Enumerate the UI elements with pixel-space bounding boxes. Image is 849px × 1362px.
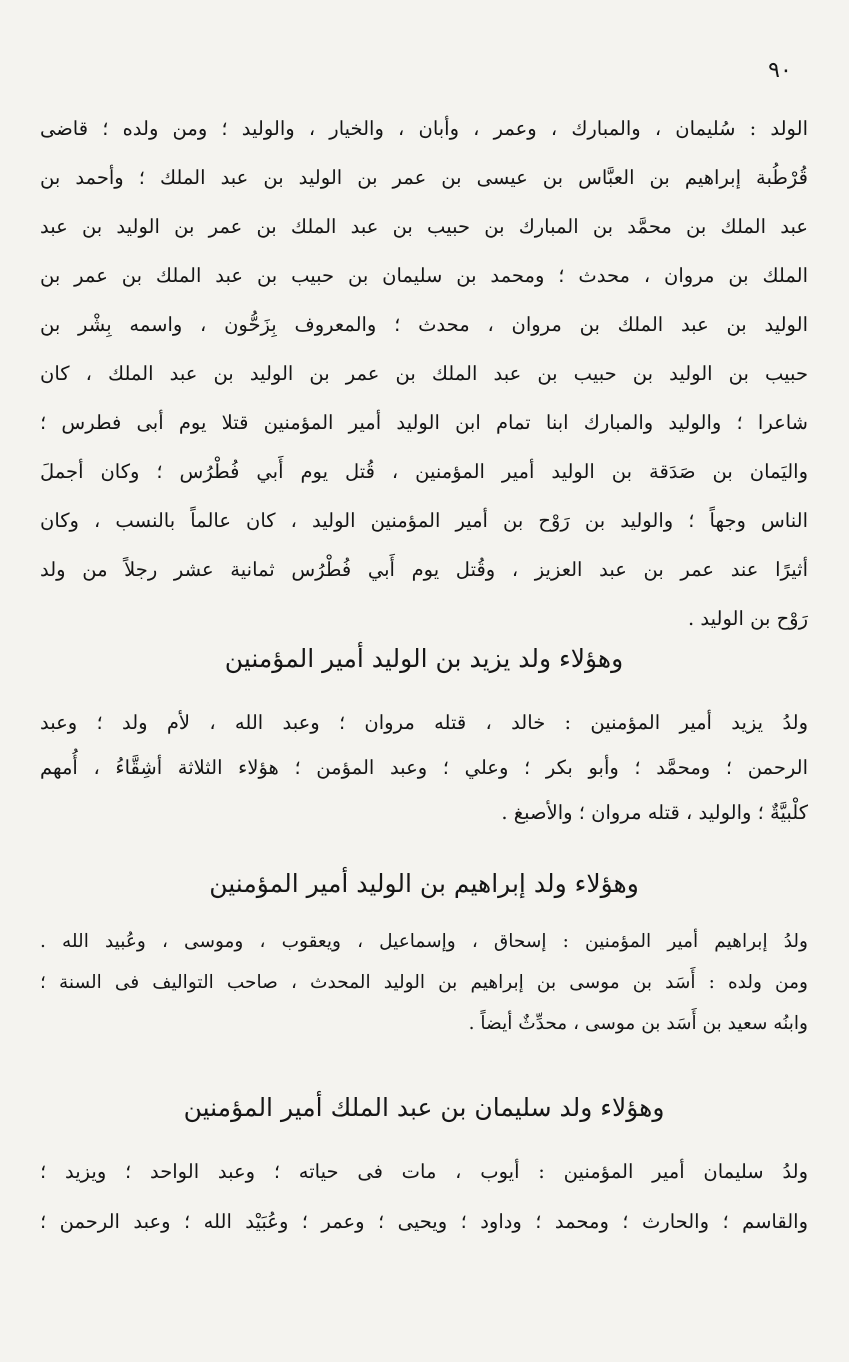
text-line: وابنُه سعيد بن أَسَد بن موسى ، محدِّثٌ أيضاً . — [468, 1013, 808, 1034]
text-line: قُرْطُبة إبراهيم بن العبَّاس بن عيسى بن عمر بن الوليد بن عبد الملك ؛ وأحمد بن — [40, 166, 808, 189]
text-line: واليَمان بن صَدَقة بن الوليد أمير المؤمنين ، قُتل يوم أَبي فُطْرُس ؛ وكان أجملَ — [40, 460, 808, 483]
text-line: أثيرًا عند عمر بن عبد العزيز ، وقُتل يوم أَبي فُطْرُس ثمانية عشر رجلاً من ولد — [40, 558, 808, 581]
section-heading-yazid: وهؤلاء ولد يزيد بن الوليد أمير المؤمنين — [224, 644, 624, 673]
paragraph-sulayman-sons — [40, 1147, 808, 1247]
text-line: الملك بن مروان ، محدث ؛ ومحمد بن سليمان بن حبيب بن عبد الملك بن عمر بن — [40, 264, 808, 287]
text-line: شاعرا ؛ والوليد والمبارك ابنا تمام ابن الوليد أمير المؤمنين قتلا يوم أبى فطرس ؛ — [40, 411, 808, 434]
text-line: كلْبيَّةٌ ؛ والوليد ، قتله مروان ؛ والأصبغ . — [501, 801, 808, 824]
paragraph-ibrahim-sons — [40, 921, 808, 1044]
text-line: الناس وجهاً ؛ والوليد بن رَوْح بن أمير المؤمنين الوليد ، كان عالماً بالنسب ، وكان — [40, 509, 808, 532]
paragraph-walid-sons — [40, 104, 808, 643]
text-line: ومن ولده : أَسَد بن موسى بن إبراهيم بن الوليد المحدث ، صاحب التواليف فى السنة ؛ — [40, 972, 808, 993]
paragraph-yazid-sons — [40, 700, 808, 835]
page-number: ٩٠ — [768, 58, 792, 83]
text-line: ولدُ يزيد أمير المؤمنين : خالد ، قتله مروان ؛ وعبد الله ، لأم ولد ؛ وعبد — [40, 711, 808, 734]
section-heading-sulayman: وهؤلاء ولد سليمان بن عبد الملك أمير المؤمنين — [183, 1093, 665, 1122]
text-line: الولد : سُليمان ، والمبارك ، وعمر ، وأبان ، والخيار ، والوليد ؛ ومن ولده ؛ قاضى — [40, 117, 808, 140]
text-line: ولدُ سليمان أمير المؤمنين : أيوب ، مات فى حياته ؛ وعبد الواحد ؛ ويزيد ؛ — [40, 1160, 808, 1183]
text-line: الرحمن ؛ ومحمَّد ؛ وأبو بكر ؛ وعلي ؛ وعبد المؤمن ؛ هؤلاء الثلاثة أشِقَّاءُ ، أُمهم — [40, 756, 808, 779]
text-line: والقاسم ؛ والحارث ؛ ومحمد ؛ وداود ؛ ويحيى ؛ وعمر ؛ وعُبَيْد الله ؛ وعبد الرحمن ؛ — [40, 1210, 808, 1233]
text-line: الوليد بن عبد الملك بن مروان ، محدث ؛ والمعروف بِزَحُّون ، واسمه بِشْر بن — [40, 313, 808, 336]
text-line: ولدُ إبراهيم أمير المؤمنين : إسحاق ، وإسماعيل ، ويعقوب ، وموسى ، وعُبيد الله . — [40, 931, 808, 952]
text-line: رَوْح بن الوليد . — [688, 607, 808, 630]
text-line: حبيب بن الوليد بن حبيب بن عبد الملك بن عمر بن الوليد بن عبد الملك ، كان — [40, 362, 808, 385]
section-heading-ibrahim: وهؤلاء ولد إبراهيم بن الوليد أمير المؤمنين — [209, 869, 639, 898]
text-line: عبد الملك بن محمَّد بن المبارك بن حبيب بن عبد الملك بن عمر بن الوليد بن عبد — [40, 215, 808, 238]
